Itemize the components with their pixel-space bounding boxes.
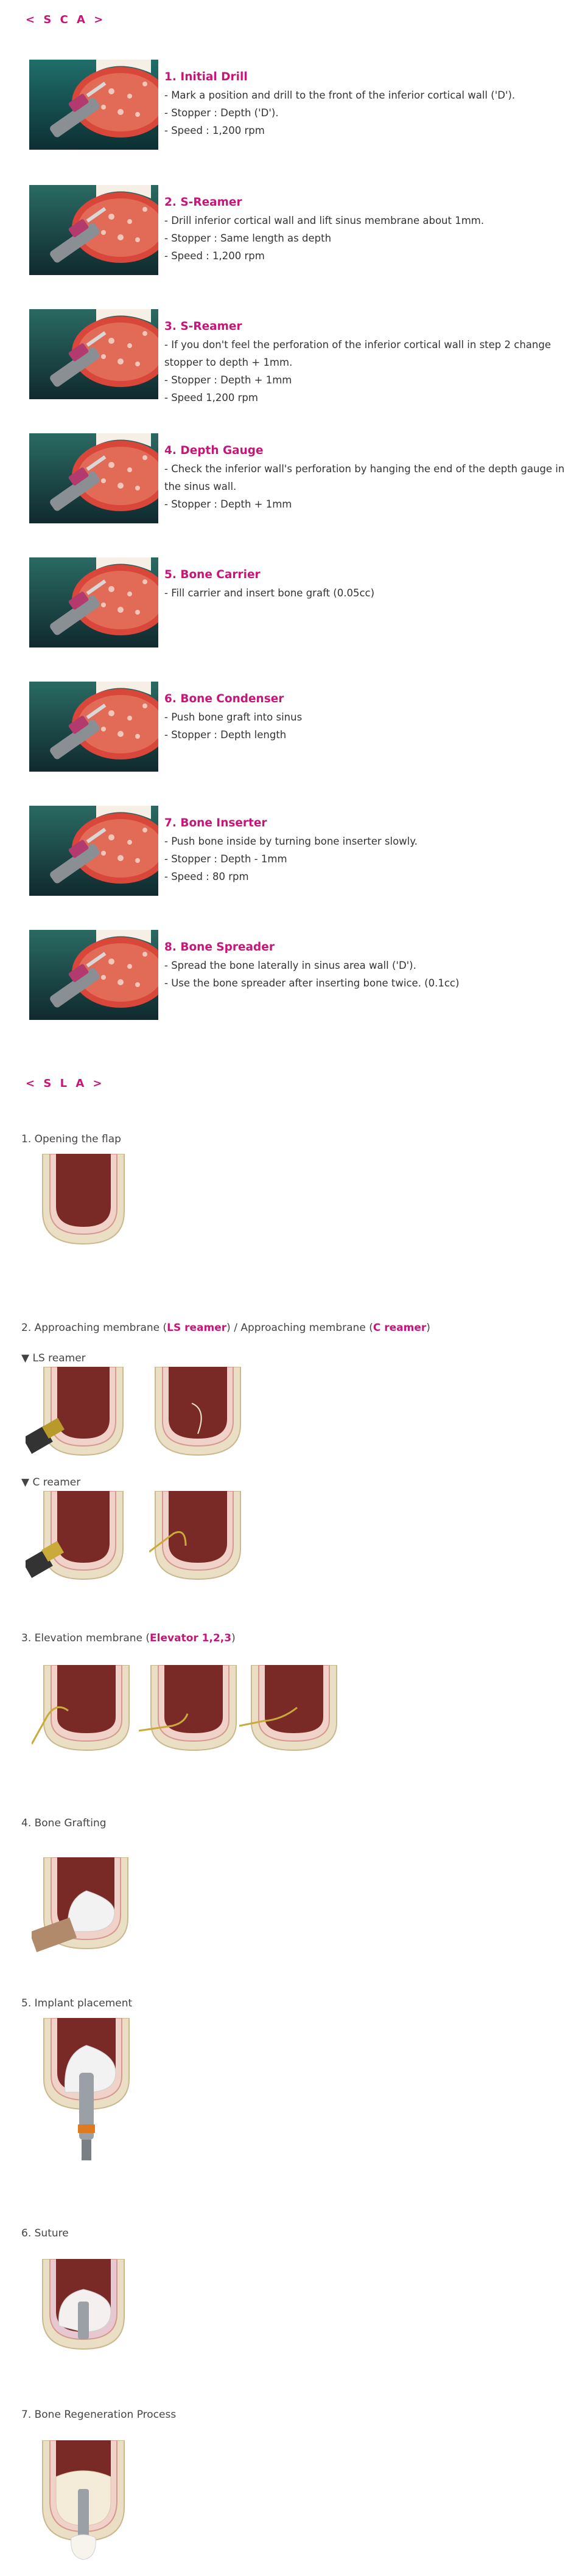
c-reamer-label: ▼ C reamer bbox=[21, 1476, 81, 1489]
sca-step-line: - Speed : 80 rpm bbox=[164, 871, 249, 882]
sca-step-line: - Fill carrier and insert bone graft (0.05cc) bbox=[164, 587, 375, 599]
sca-step-line: - Check the inferior wall's perforation by hanging the end of the depth gauge in the sinus wall. bbox=[164, 463, 565, 492]
ls-reamer-label: ▼ LS reamer bbox=[21, 1352, 86, 1364]
sca-step-line: - Stopper : Depth ('D'). bbox=[164, 107, 279, 119]
sca-step-line: - Stopper : Depth + 1mm bbox=[164, 498, 292, 510]
sca-step-1 bbox=[29, 60, 565, 152]
sca-step-line: - If you don't feel the perforation of the inferior cortical wall in step 2 change stopper to depth + 1mm. bbox=[164, 339, 551, 368]
sca-step-2 bbox=[29, 185, 565, 277]
sca-step-3-illustration bbox=[29, 309, 158, 399]
sla-step3-label: 3. Elevation membrane (Elevator 1,2,3) bbox=[21, 1632, 236, 1644]
sla-step4-label: 4. Bone Grafting bbox=[21, 1817, 107, 1829]
sla-step5-label: 5. Implant placement bbox=[21, 1997, 133, 2009]
sla-step1-label: 1. Opening the flap bbox=[21, 1133, 121, 1145]
sca-step-line: - Stopper : Depth length bbox=[164, 729, 287, 741]
bone-grafting-illustration bbox=[32, 1857, 129, 1955]
sca-step-line: - Push bone inside by turning bone inserter slowly. bbox=[164, 836, 418, 847]
sca-step-line: - Stopper : Depth - 1mm bbox=[164, 853, 287, 865]
implant-placement-illustration bbox=[38, 2018, 135, 2164]
sca-step-6 bbox=[29, 682, 565, 774]
c-reamer-illustration-2 bbox=[149, 1491, 253, 1582]
sca-step-4-text bbox=[164, 442, 566, 513]
sca-step-line: - Speed : 1,200 rpm bbox=[164, 125, 265, 136]
sca-step-1-text bbox=[164, 68, 566, 139]
sca-step-5-illustration bbox=[29, 557, 158, 647]
elevator-3-illustration bbox=[239, 1665, 340, 1756]
sca-step-3 bbox=[29, 309, 565, 402]
sca-heading: < S C A > bbox=[26, 13, 106, 26]
sca-step-4 bbox=[29, 433, 565, 526]
sca-step-8 bbox=[29, 930, 565, 1022]
bone-regeneration-illustration bbox=[38, 2440, 129, 2562]
sca-step-line: - Speed 1,200 rpm bbox=[164, 392, 258, 403]
sca-step-title: 7. Bone Inserter bbox=[164, 817, 267, 829]
suture-illustration bbox=[38, 2259, 129, 2350]
opening-flap-illustration bbox=[38, 1154, 129, 1245]
sla-heading: < S L A > bbox=[26, 1077, 105, 1090]
sca-step-7-text bbox=[164, 814, 566, 885]
sca-step-title: 4. Depth Gauge bbox=[164, 444, 264, 457]
sca-step-7 bbox=[29, 806, 565, 898]
ls-reamer-illustration-1 bbox=[26, 1367, 129, 1458]
sca-step-title: 8. Bone Spreader bbox=[164, 941, 275, 954]
sca-step-line: - Use the bone spreader after inserting bone twice. (0.1cc) bbox=[164, 977, 460, 989]
sca-step-8-text bbox=[164, 938, 566, 992]
sca-step-title: 2. S-Reamer bbox=[164, 196, 242, 209]
ls-reamer-illustration-2 bbox=[149, 1367, 253, 1458]
sca-step-title: 3. S-Reamer bbox=[164, 320, 242, 333]
sca-step-line: - Stopper : Same length as depth bbox=[164, 232, 332, 244]
sca-step-line: - Spread the bone laterally in sinus area wall ('D'). bbox=[164, 960, 416, 971]
sla-step2-label: 2. Approaching membrane (LS reamer) / Approaching membrane (C reamer) bbox=[21, 1322, 430, 1334]
sla-step6-label: 6. Suture bbox=[21, 2227, 69, 2239]
sca-step-7-illustration bbox=[29, 806, 158, 896]
sca-step-line: - Stopper : Depth + 1mm bbox=[164, 374, 292, 386]
sca-step-1-illustration bbox=[29, 60, 158, 150]
sca-step-line: - Mark a position and drill to the front of the inferior cortical wall ('D'). bbox=[164, 89, 516, 101]
sca-step-line: - Push bone graft into sinus bbox=[164, 711, 303, 723]
sca-step-2-illustration bbox=[29, 185, 158, 275]
sca-step-title: 5. Bone Carrier bbox=[164, 568, 261, 581]
sca-step-4-illustration bbox=[29, 433, 158, 523]
sca-step-title: 6. Bone Condenser bbox=[164, 693, 284, 705]
sca-step-2-text bbox=[164, 194, 566, 265]
sca-step-6-text bbox=[164, 690, 566, 744]
sca-step-line: - Drill inferior cortical wall and lift sinus membrane about 1mm. bbox=[164, 215, 485, 226]
elevator-1-illustration bbox=[32, 1665, 132, 1756]
sca-step-5 bbox=[29, 557, 565, 650]
sca-step-line: - Speed : 1,200 rpm bbox=[164, 250, 265, 262]
sca-step-6-illustration bbox=[29, 682, 158, 772]
sla-step7-label: 7. Bone Regeneration Process bbox=[21, 2409, 177, 2421]
c-reamer-illustration-1 bbox=[26, 1491, 129, 1582]
sca-step-5-text bbox=[164, 566, 566, 602]
sca-step-title: 1. Initial Drill bbox=[164, 71, 248, 83]
sca-step-3-text bbox=[164, 318, 566, 407]
elevator-2-illustration bbox=[139, 1665, 239, 1756]
sca-step-8-illustration bbox=[29, 930, 158, 1020]
